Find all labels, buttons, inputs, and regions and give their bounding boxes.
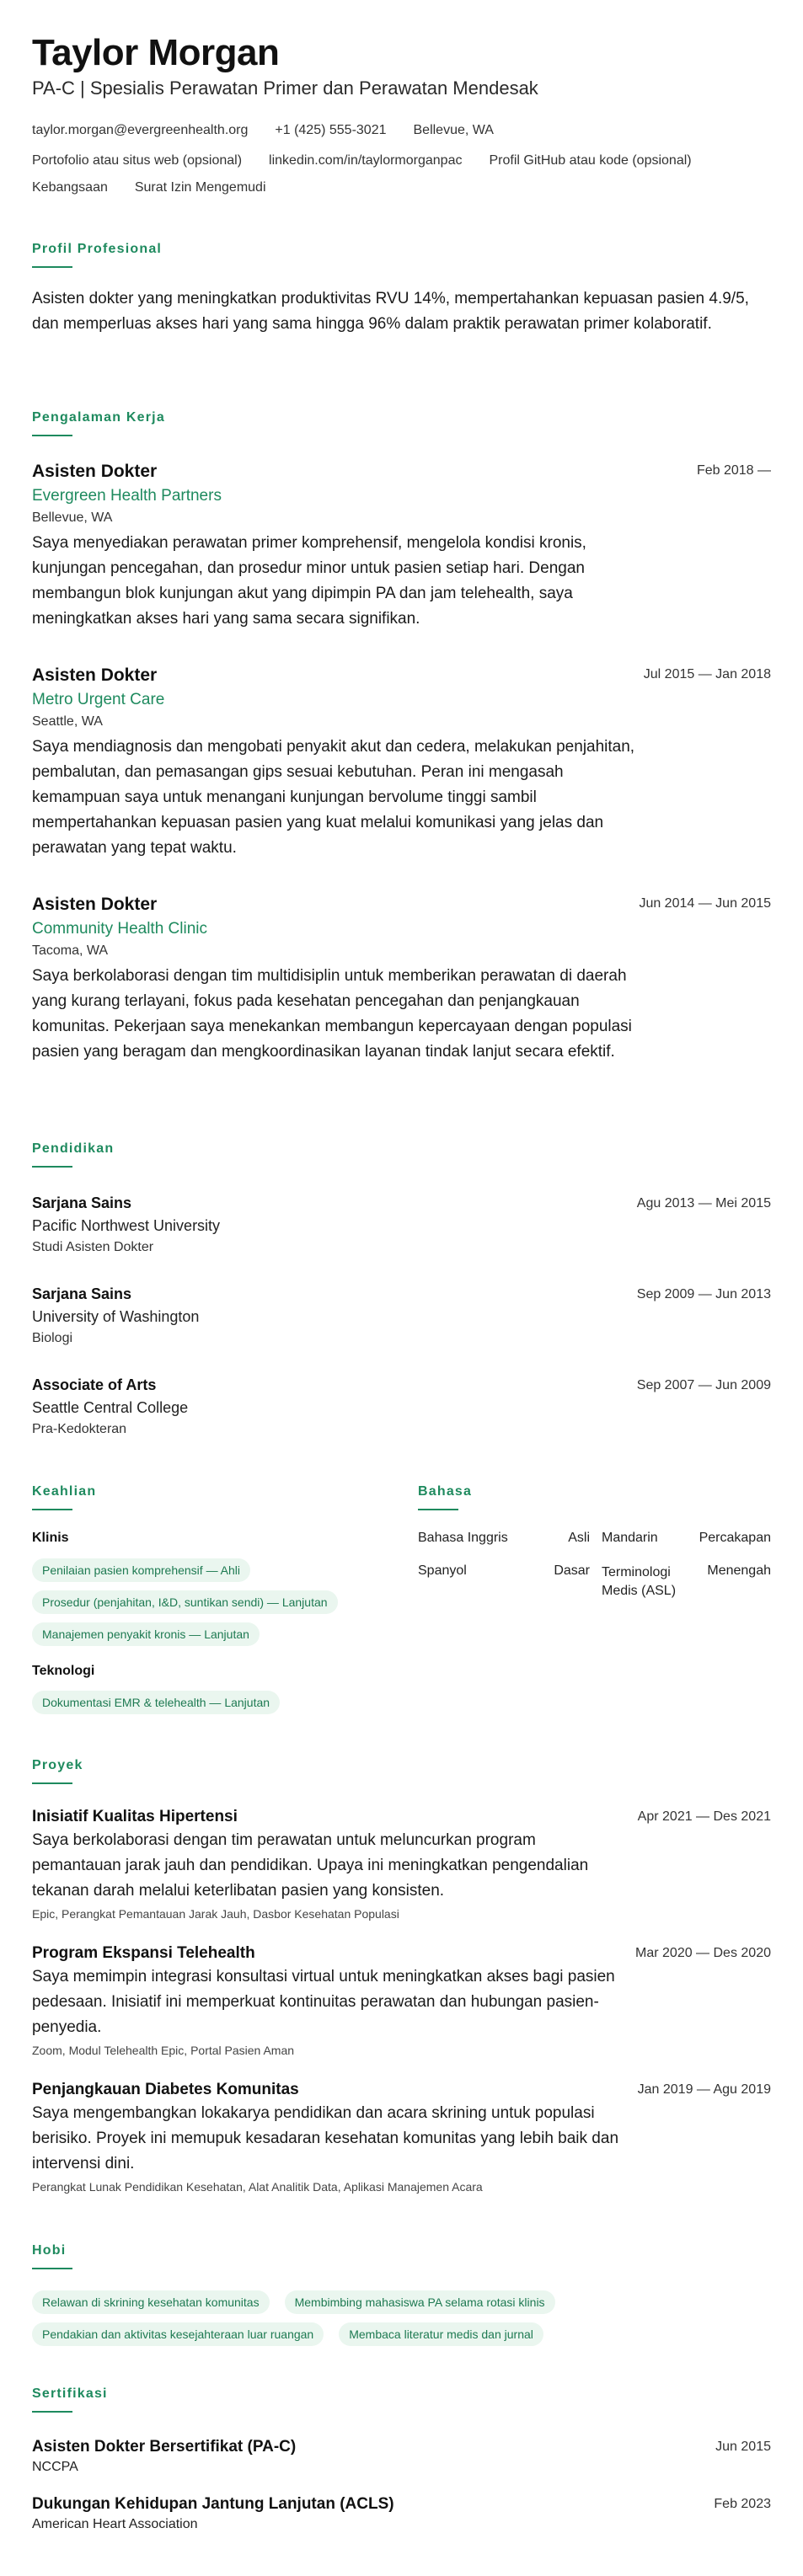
skill-chip: Manajemen penyakit kronis — Lanjutan xyxy=(32,1622,260,1646)
project-entry xyxy=(32,1944,622,2057)
project-date: Apr 2021 — Des 2021 xyxy=(637,1809,771,1824)
linkedin-link[interactable]: linkedin.com/in/taylormorganpac xyxy=(269,153,463,168)
certification-entry xyxy=(32,2495,394,2532)
language-level: Asli xyxy=(568,1531,590,1545)
education-entry xyxy=(32,1376,188,1437)
candidate-tagline: PA-C | Spesialis Perawatan Primer dan Perawatan Mendesak xyxy=(32,77,538,99)
hobby-chip: Membimbing mahasiswa PA selama rotasi klinis xyxy=(285,2290,555,2314)
job-title: Asisten Dokter xyxy=(32,665,158,685)
section-title-profile: Profil Profesional xyxy=(32,242,163,256)
job-date: Jul 2015 — Jan 2018 xyxy=(643,667,771,681)
skill-chip-list xyxy=(32,1691,280,1714)
skill-chip: Dokumentasi EMR & telehealth — Lanjutan xyxy=(32,1691,280,1714)
certification-date: Feb 2023 xyxy=(714,2497,771,2511)
hobby-chip-row xyxy=(32,2290,555,2314)
job-entry xyxy=(32,462,639,632)
project-title: Inisiatif Kualitas Hipertensi xyxy=(32,1808,238,1825)
project-date: Mar 2020 — Des 2020 xyxy=(635,1946,771,1960)
education-school: Pacific Northwest University xyxy=(32,1217,221,1234)
section-title-projects: Proyek xyxy=(32,1758,83,1772)
section-rule xyxy=(32,1509,72,1510)
job-location: Tacoma, WA xyxy=(32,943,109,958)
hobby-chip: Membaca literatur medis dan jurnal xyxy=(339,2322,543,2346)
section-title-skills: Keahlian xyxy=(32,1484,97,1499)
hobby-chip: Relawan di skrining kesehatan komunitas xyxy=(32,2290,270,2314)
language-level: Dasar xyxy=(554,1563,590,1578)
job-entry xyxy=(32,895,639,1065)
hobby-chip-row xyxy=(32,2322,543,2346)
contact-row-3 xyxy=(32,180,266,195)
contact-row-1 xyxy=(32,123,494,138)
job-description: Saya mendiagnosis dan mengobati penyakit akut dan cedera, melakukan penjahitan, pembalutan, dan pemasangan gips sesuai kebutuhan. Peran ini mengasah kemampuan saya untuk menangani kunjungan bervolume tinggi sambil mempertahankan kepuasan pasien yang kuat melalui komunikasi yang jelas dan perawatan yang tepat waktu. xyxy=(32,738,635,857)
education-degree: Associate of Arts xyxy=(32,1376,157,1393)
language-name: Mandarin xyxy=(602,1531,658,1545)
project-entry xyxy=(32,1808,622,1921)
drivers-license: Surat Izin Mengemudi xyxy=(134,180,266,195)
education-school: Seattle Central College xyxy=(32,1399,189,1416)
language-level: Menengah xyxy=(707,1563,771,1578)
job-location: Bellevue, WA xyxy=(32,510,113,525)
project-description: Saya mengembangkan lokakarya pendidikan dan acara skrining untuk populasi berisiko. Proyek ini memupuk kesadaran kesehatan komunitas yang lebih baik dan intervensi dini. xyxy=(32,2104,619,2172)
certification-entry xyxy=(32,2438,296,2475)
language-name: Terminologi Medis (ASL) xyxy=(602,1565,677,1598)
education-field: Biologi xyxy=(32,1331,73,1345)
certification-name: Asisten Dokter Bersertifikat (PA-C) xyxy=(32,2438,297,2456)
education-degree: Sarjana Sains xyxy=(32,1194,132,1211)
education-field: Studi Asisten Dokter xyxy=(32,1240,154,1254)
certification-name: Dukungan Kehidupan Jantung Lanjutan (ACLS) xyxy=(32,2495,394,2513)
certification-date: Jun 2015 xyxy=(715,2440,771,2454)
nationality: Kebangsaan xyxy=(32,180,108,195)
skill-category: Teknologi xyxy=(32,1664,95,1678)
email-link[interactable]: taylor.morgan@evergreenhealth.org xyxy=(32,123,249,137)
job-location: Seattle, WA xyxy=(32,714,103,729)
skill-category: Klinis xyxy=(32,1531,69,1545)
github-link[interactable]: Profil GitHub atau kode (opsional) xyxy=(489,153,692,168)
job-entry xyxy=(32,665,639,861)
language-name: Bahasa Inggris xyxy=(418,1531,508,1545)
section-rule xyxy=(32,435,72,436)
phone-number[interactable]: +1 (425) 555-3021 xyxy=(275,123,387,137)
project-entry xyxy=(32,2081,622,2194)
job-date: Jun 2014 — Jun 2015 xyxy=(639,896,771,911)
education-field: Pra-Kedokteran xyxy=(32,1422,127,1436)
project-technologies: Epic, Perangkat Pemantauan Jarak Jauh, Dasbor Kesehatan Populasi xyxy=(32,1907,399,1921)
job-company: Community Health Clinic xyxy=(32,920,208,938)
education-date: Agu 2013 — Mei 2015 xyxy=(636,1196,771,1211)
skill-chip-list xyxy=(32,1558,394,1646)
project-title: Penjangkauan Diabetes Komunitas xyxy=(32,2081,299,2098)
hobby-chip: Pendakian dan aktivitas kesejahteraan luar ruangan xyxy=(32,2322,324,2346)
location: Bellevue, WA xyxy=(413,123,494,137)
section-title-hobbies: Hobi xyxy=(32,2243,67,2258)
education-entry xyxy=(32,1285,199,1346)
education-date: Sep 2007 — Jun 2009 xyxy=(636,1378,771,1392)
portfolio-link[interactable]: Portofolio atau situs web (opsional) xyxy=(32,153,243,168)
section-title-certifications: Sertifikasi xyxy=(32,2386,108,2401)
project-description: Saya memimpin integrasi konsultasi virtual untuk meningkatkan akses bagi pasien pedesaan. Inisiatif ini memperkuat kontinuitas perawatan dan hubungan pasien-penyedia. xyxy=(32,1968,615,2036)
project-technologies: Zoom, Modul Telehealth Epic, Portal Pasien Aman xyxy=(32,2044,295,2057)
project-title: Program Ekspansi Telehealth xyxy=(32,1944,255,1962)
job-company: Metro Urgent Care xyxy=(32,691,165,708)
section-rule xyxy=(32,1782,72,1784)
job-company: Evergreen Health Partners xyxy=(32,487,222,505)
language-level: Percakapan xyxy=(699,1531,771,1545)
project-description: Saya berkolaborasi dengan tim perawatan untuk meluncurkan program pemantauan jarak jauh dan pendidikan. Upaya ini meningkatkan pengendalian tekanan darah melalui keterlibatan pasien yang konsisten. xyxy=(32,1831,589,1900)
section-rule xyxy=(32,266,72,268)
skill-chip: Prosedur (penjahitan, I&D, suntikan sendi) — Lanjutan xyxy=(32,1590,338,1614)
education-entry xyxy=(32,1194,220,1255)
section-rule xyxy=(418,1509,458,1510)
certification-issuer: NCCPA xyxy=(32,2460,78,2474)
education-school: University of Washington xyxy=(32,1308,200,1325)
education-degree: Sarjana Sains xyxy=(32,1285,132,1302)
section-title-experience: Pengalaman Kerja xyxy=(32,410,165,425)
profile-summary: Asisten dokter yang meningkatkan produktivitas RVU 14%, mempertahankan kepuasan pasien 4.9/5, dan memperluas akses hari yang sama hingga 96% dalam praktik perawatan primer kolaboratif. xyxy=(32,290,749,333)
job-title: Asisten Dokter xyxy=(32,895,158,914)
section-title-education: Pendidikan xyxy=(32,1141,115,1156)
job-description: Saya berkolaborasi dengan tim multidisiplin untuk memberikan perawatan di daerah yang kurang terlayani, fokus pada kesehatan pencegahan dan penjangkauan komunitas. Pekerjaan saya menekankan membangun kepercayaan dengan populasi pasien yang beragam dan mengkoordinasikan layanan tindak lanjut secara efektif. xyxy=(32,967,632,1061)
project-technologies: Perangkat Lunak Pendidikan Kesehatan, Alat Analitik Data, Aplikasi Manajemen Acara xyxy=(32,2180,483,2194)
section-rule xyxy=(32,2411,72,2413)
certification-issuer: American Heart Association xyxy=(32,2517,198,2531)
language-name: Spanyol xyxy=(418,1563,467,1578)
education-date: Sep 2009 — Jun 2013 xyxy=(636,1287,771,1301)
section-title-languages: Bahasa xyxy=(418,1484,473,1499)
section-rule xyxy=(32,2268,72,2269)
skill-chip: Penilaian pasien komprehensif — Ahli xyxy=(32,1558,250,1582)
project-date: Jan 2019 — Agu 2019 xyxy=(637,2082,771,2097)
job-title: Asisten Dokter xyxy=(32,462,158,481)
section-rule xyxy=(32,1166,72,1168)
contact-row-2 xyxy=(32,153,692,168)
job-date: Feb 2018 — xyxy=(696,463,771,478)
candidate-name: Taylor Morgan xyxy=(32,32,280,73)
job-description: Saya menyediakan perawatan primer komprehensif, mengelola kondisi kronis, kunjungan pencegahan, dan prosedur minor untuk pasien setiap hari. Dengan membangun blok kunjungan akut yang dipimpin PA dan jam telehealth, saya meningkatkan akses hari yang sama secara signifikan. xyxy=(32,534,586,628)
